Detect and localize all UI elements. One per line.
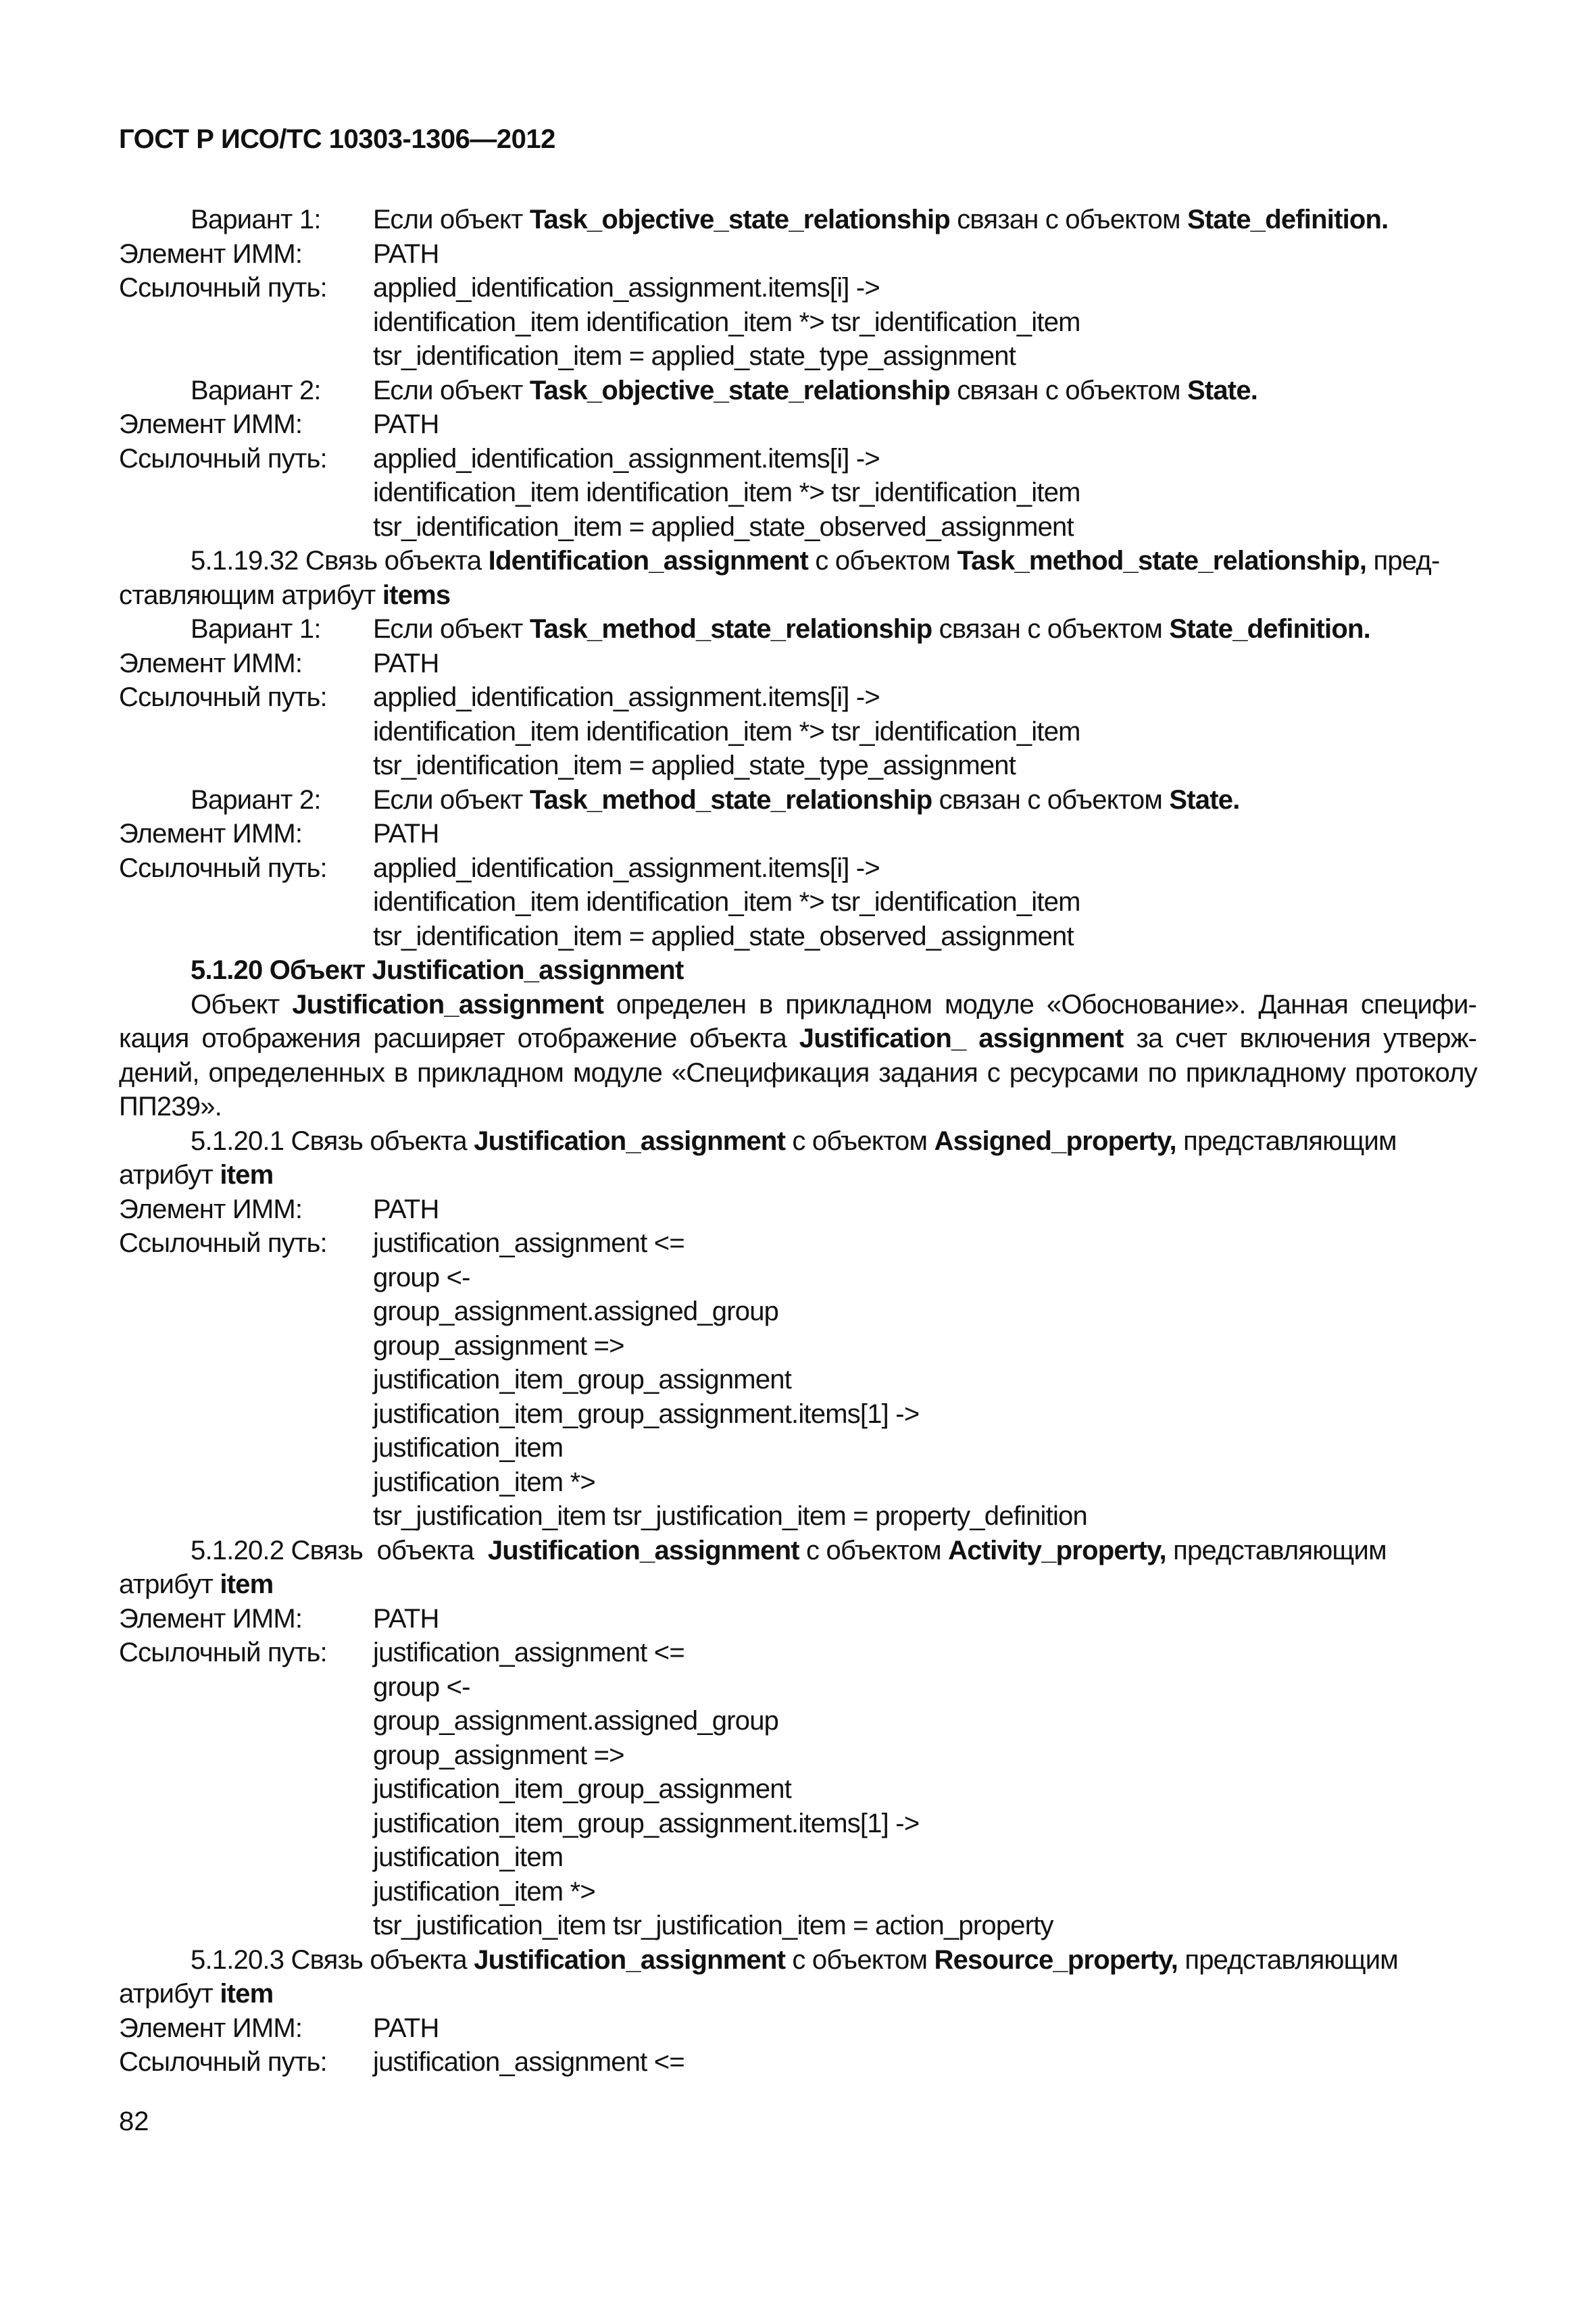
path-line: justification_item *> bbox=[373, 1876, 595, 1907]
element-value: PATH bbox=[373, 819, 439, 849]
path-line: justification_item_group_assignment.items[1] -> bbox=[373, 1808, 920, 1838]
element-label: Элемент ИММ: bbox=[119, 2013, 303, 2043]
path-row bbox=[119, 680, 1477, 715]
element-row bbox=[119, 817, 1477, 851]
path-line: applied_identification_assignment.items[i] -> bbox=[373, 443, 880, 474]
path-line: justification_item *> bbox=[373, 1467, 595, 1497]
path-line: justification_item bbox=[373, 1433, 564, 1463]
path-label: Ссылочный путь: bbox=[119, 443, 327, 474]
section-title-5-1-20-2: 5.1.20.2 Связь объекта Justification_assignment с объектом Activity_property, представляющим bbox=[191, 1535, 1387, 1565]
variant-text: Если объект Task_objective_state_relationship связан с объектом State_definition. bbox=[373, 205, 1389, 234]
section-title-5-1-20-1: 5.1.20.1 Связь объекта Justification_assignment с объектом Assigned_property, представляющим bbox=[191, 1126, 1397, 1156]
element-value: PATH bbox=[373, 648, 439, 678]
path-row bbox=[119, 2045, 1477, 2080]
variant-label: Вариант 2: bbox=[191, 375, 321, 405]
path-line: applied_identification_assignment.items[i] -> bbox=[373, 853, 880, 883]
path-label: Ссылочный путь: bbox=[119, 682, 327, 712]
path-line: justification_assignment <= bbox=[373, 1638, 684, 1667]
path-line: group_assignment => bbox=[373, 1740, 624, 1770]
path-label: Ссылочный путь: bbox=[119, 273, 327, 303]
path-line: tsr_identification_item = applied_state_observed_assignment bbox=[373, 921, 1074, 951]
element-value: PATH bbox=[373, 409, 439, 439]
variant-label: Вариант 2: bbox=[191, 784, 321, 815]
variant-row bbox=[119, 783, 1477, 818]
path-line: group_assignment.assigned_group bbox=[373, 1297, 779, 1326]
path-line: identification_item identification_item *> tsr_identification_item bbox=[373, 716, 1080, 747]
path-row bbox=[119, 442, 1477, 476]
section-title-5-1-20-3: 5.1.20.3 Связь объекта Justification_assignment с объектом Resource_property, представляющим bbox=[191, 1944, 1398, 1975]
variant-text: Если объект Task_method_state_relationship связан с объектом State_definition. bbox=[373, 614, 1370, 644]
path-line: applied_identification_assignment.items[i] -> bbox=[373, 682, 880, 712]
element-row bbox=[119, 647, 1477, 681]
section-heading-5-1-20: 5.1.20 Объект Justification_assignment bbox=[191, 955, 684, 985]
path-line: tsr_justification_item tsr_justification_item = property_definition bbox=[373, 1501, 1087, 1531]
element-value: PATH bbox=[373, 1194, 439, 1224]
path-line: justification_assignment <= bbox=[373, 1228, 684, 1258]
element-row bbox=[119, 1192, 1477, 1227]
element-row bbox=[119, 237, 1477, 272]
path-line: tsr_justification_item tsr_justification_item = action_property bbox=[373, 1911, 1053, 1940]
variant-text: Если объект Task_method_state_relationship связан с объектом State. bbox=[373, 784, 1240, 815]
path-label: Ссылочный путь: bbox=[119, 1228, 327, 1258]
element-label: Элемент ИММ: bbox=[119, 409, 303, 439]
path-line: identification_item identification_item *> tsr_identification_item bbox=[373, 887, 1080, 917]
element-label: Элемент ИММ: bbox=[119, 819, 303, 849]
section-title-cont: ставляющим атрибут items bbox=[119, 580, 451, 610]
path-label: Ссылочный путь: bbox=[119, 853, 327, 883]
path-label: Ссылочный путь: bbox=[119, 2047, 327, 2077]
element-value: PATH bbox=[373, 1603, 439, 1634]
variant-label: Вариант 1: bbox=[191, 614, 321, 644]
element-row bbox=[119, 2011, 1477, 2046]
path-line: group_assignment => bbox=[373, 1330, 624, 1361]
path-row bbox=[119, 851, 1477, 886]
element-row bbox=[119, 1602, 1477, 1636]
section-title-5-1-19-32: 5.1.19.32 Связь объекта Identification_assignment с объектом Task_method_state_relationship, пред- bbox=[191, 546, 1440, 576]
element-value: PATH bbox=[373, 2013, 439, 2043]
element-label: Элемент ИММ: bbox=[119, 1194, 303, 1224]
variant-row bbox=[119, 374, 1477, 408]
element-label: Элемент ИММ: bbox=[119, 238, 303, 269]
variant-row bbox=[119, 203, 1477, 237]
document-body bbox=[119, 203, 1477, 2080]
path-line: justification_item_group_assignment bbox=[373, 1774, 792, 1804]
path-line: tsr_identification_item = applied_state_observed_assignment bbox=[373, 511, 1074, 542]
path-line: applied_identification_assignment.items[i] -> bbox=[373, 273, 880, 303]
path-line: identification_item identification_item *> tsr_identification_item bbox=[373, 478, 1080, 507]
variant-text: Если объект Task_objective_state_relationship связан с объектом State. bbox=[373, 375, 1258, 405]
path-line: group_assignment.assigned_group bbox=[373, 1706, 779, 1736]
path-line: tsr_identification_item = applied_state_type_assignment bbox=[373, 751, 1016, 780]
path-line: identification_item identification_item *> tsr_identification_item bbox=[373, 307, 1080, 337]
document-header: ГОСТ Р ИСО/ТС 10303-1306—2012 bbox=[119, 124, 555, 154]
element-label: Элемент ИММ: bbox=[119, 1603, 303, 1634]
element-label: Элемент ИММ: bbox=[119, 648, 303, 678]
section-title-cont: атрибут item bbox=[119, 1160, 274, 1190]
path-row bbox=[119, 1636, 1477, 1670]
section-title-cont: атрибут item bbox=[119, 1569, 274, 1599]
path-line: justification_item_group_assignment.items[1] -> bbox=[373, 1399, 920, 1429]
path-line: group <- bbox=[373, 1262, 470, 1292]
section-paragraph: Объект Justification_assignment определен в прикладном модуле «Обоснование». Данная спецификация отображения расширяет отображение объекта Justification_ assignment за счет включения утверждений, определенных в прикладном модуле «Спецификация задания с ресурсами по прикладному протоколу ПП239». bbox=[119, 989, 1477, 1122]
element-value: PATH bbox=[373, 238, 439, 269]
path-line: justification_assignment <= bbox=[373, 2047, 684, 2077]
section-title-cont: атрибут item bbox=[119, 1979, 274, 2009]
path-label: Ссылочный путь: bbox=[119, 1638, 327, 1667]
page-number: 82 bbox=[119, 2107, 149, 2136]
variant-row bbox=[119, 612, 1477, 647]
path-line: justification_item_group_assignment bbox=[373, 1365, 792, 1394]
variant-label: Вариант 1: bbox=[191, 205, 321, 234]
path-line: justification_item bbox=[373, 1842, 564, 1872]
path-row bbox=[119, 1226, 1477, 1261]
path-row bbox=[119, 271, 1477, 305]
path-line: tsr_identification_item = applied_state_type_assignment bbox=[373, 341, 1016, 371]
path-line: group <- bbox=[373, 1671, 470, 1702]
element-row bbox=[119, 407, 1477, 442]
